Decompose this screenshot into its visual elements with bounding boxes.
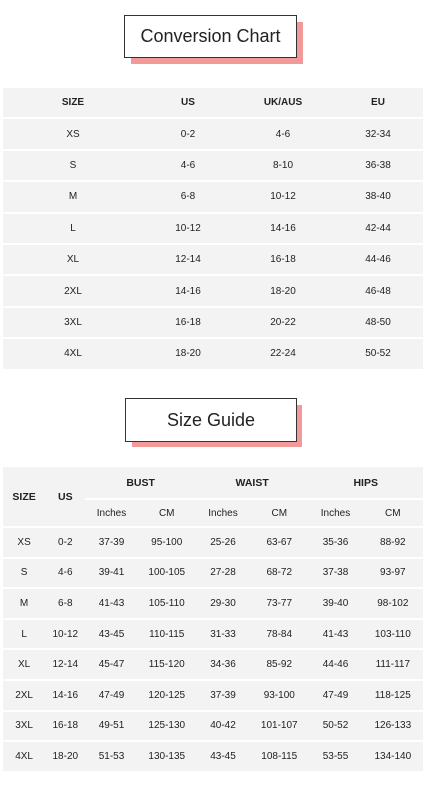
cell-waist-inches: 31-33 <box>196 620 250 649</box>
size-guide-table <box>3 465 423 773</box>
cell-uk-aus: 14-16 <box>233 214 333 243</box>
cell-bust-inches: 39-41 <box>85 559 137 588</box>
cell-hips-inches: 41-43 <box>308 620 362 649</box>
cell-eu: 46-48 <box>333 276 423 305</box>
table-row <box>3 276 423 305</box>
cell-bust-inches: 37-39 <box>85 528 137 557</box>
cell-us: 10-12 <box>45 620 85 649</box>
cell-eu: 36-38 <box>333 151 423 180</box>
cell-uk-aus: 10-12 <box>233 182 333 211</box>
cell-size: 3XL <box>3 308 143 337</box>
cell-uk-aus: 16-18 <box>233 245 333 274</box>
cell-us: 12-14 <box>143 245 233 274</box>
cell-size: M <box>3 589 45 618</box>
table-row <box>3 742 423 771</box>
cell-bust-cm: 120-125 <box>138 681 196 710</box>
col-header-us: US <box>45 467 85 526</box>
cell-size: L <box>3 620 45 649</box>
sub-header-bust-inches: Inches <box>85 500 137 526</box>
cell-uk-aus: 20-22 <box>233 308 333 337</box>
cell-waist-cm: 78-84 <box>250 620 308 649</box>
cell-bust-inches: 45-47 <box>85 650 137 679</box>
cell-size: XS <box>3 528 45 557</box>
cell-bust-inches: 41-43 <box>85 589 137 618</box>
cell-hips-cm: 88-92 <box>363 528 423 557</box>
guide-group-header-row <box>3 467 423 498</box>
cell-waist-cm: 63-67 <box>250 528 308 557</box>
cell-eu: 44-46 <box>333 245 423 274</box>
cell-bust-cm: 100-105 <box>138 559 196 588</box>
cell-eu: 48-50 <box>333 308 423 337</box>
table-row <box>3 712 423 741</box>
cell-us: 10-12 <box>143 214 233 243</box>
cell-us: 18-20 <box>45 742 85 771</box>
cell-hips-cm: 103-110 <box>363 620 423 649</box>
cell-hips-inches: 39-40 <box>308 589 362 618</box>
cell-waist-inches: 40-42 <box>196 712 250 741</box>
cell-bust-inches: 51-53 <box>85 742 137 771</box>
sub-header-waist-inches: Inches <box>196 500 250 526</box>
cell-uk-aus: 22-24 <box>233 339 333 368</box>
table-row <box>3 245 423 274</box>
conversion-chart-title: Conversion Chart <box>124 15 297 58</box>
col-header-size: SIZE <box>3 88 143 117</box>
table-row <box>3 182 423 211</box>
cell-eu: 32-34 <box>333 119 423 148</box>
cell-us: 12-14 <box>45 650 85 679</box>
cell-waist-inches: 34-36 <box>196 650 250 679</box>
cell-hips-inches: 35-36 <box>308 528 362 557</box>
table-row <box>3 559 423 588</box>
table-row <box>3 650 423 679</box>
cell-us: 16-18 <box>45 712 85 741</box>
cell-uk-aus: 4-6 <box>233 119 333 148</box>
cell-hips-cm: 111-117 <box>363 650 423 679</box>
cell-us: 18-20 <box>143 339 233 368</box>
cell-size: 4XL <box>3 339 143 368</box>
cell-eu: 38-40 <box>333 182 423 211</box>
cell-size: S <box>3 151 143 180</box>
cell-uk-aus: 18-20 <box>233 276 333 305</box>
cell-size: 3XL <box>3 712 45 741</box>
cell-bust-cm: 105-110 <box>138 589 196 618</box>
cell-hips-inches: 44-46 <box>308 650 362 679</box>
cell-waist-inches: 43-45 <box>196 742 250 771</box>
cell-us: 4-6 <box>143 151 233 180</box>
table-row <box>3 151 423 180</box>
size-guide-title: Size Guide <box>125 398 297 442</box>
sub-header-hips-inches: Inches <box>308 500 362 526</box>
cell-size: 2XL <box>3 276 143 305</box>
cell-size: M <box>3 182 143 211</box>
cell-hips-cm: 118-125 <box>363 681 423 710</box>
cell-size: XL <box>3 245 143 274</box>
col-header-us: US <box>143 88 233 117</box>
cell-bust-cm: 115-120 <box>138 650 196 679</box>
cell-bust-cm: 125-130 <box>138 712 196 741</box>
cell-us: 14-16 <box>143 276 233 305</box>
col-header-uk-aus: UK/AUS <box>233 88 333 117</box>
table-row <box>3 528 423 557</box>
cell-size: S <box>3 559 45 588</box>
cell-waist-cm: 73-77 <box>250 589 308 618</box>
cell-us: 4-6 <box>45 559 85 588</box>
cell-hips-cm: 126-133 <box>363 712 423 741</box>
cell-us: 0-2 <box>45 528 85 557</box>
cell-us: 0-2 <box>143 119 233 148</box>
cell-us: 6-8 <box>143 182 233 211</box>
cell-hips-cm: 134-140 <box>363 742 423 771</box>
conversion-header-row <box>3 88 423 117</box>
col-header-size: SIZE <box>3 467 45 526</box>
cell-waist-inches: 25-26 <box>196 528 250 557</box>
cell-waist-inches: 27-28 <box>196 559 250 588</box>
cell-size: 4XL <box>3 742 45 771</box>
cell-waist-inches: 29-30 <box>196 589 250 618</box>
cell-hips-cm: 93-97 <box>363 559 423 588</box>
cell-bust-cm: 130-135 <box>138 742 196 771</box>
cell-eu: 42-44 <box>333 214 423 243</box>
cell-hips-inches: 37-38 <box>308 559 362 588</box>
cell-waist-inches: 37-39 <box>196 681 250 710</box>
cell-waist-cm: 68-72 <box>250 559 308 588</box>
col-header-eu: EU <box>333 88 423 117</box>
cell-size: L <box>3 214 143 243</box>
cell-uk-aus: 8-10 <box>233 151 333 180</box>
cell-waist-cm: 93-100 <box>250 681 308 710</box>
cell-waist-cm: 108-115 <box>250 742 308 771</box>
sub-header-waist-cm: CM <box>250 500 308 526</box>
cell-eu: 50-52 <box>333 339 423 368</box>
cell-bust-inches: 43-45 <box>85 620 137 649</box>
sub-header-bust-cm: CM <box>138 500 196 526</box>
cell-waist-cm: 85-92 <box>250 650 308 679</box>
table-row <box>3 339 423 368</box>
table-row <box>3 681 423 710</box>
cell-us: 14-16 <box>45 681 85 710</box>
table-row <box>3 119 423 148</box>
cell-bust-inches: 49-51 <box>85 712 137 741</box>
cell-hips-inches: 50-52 <box>308 712 362 741</box>
cell-bust-cm: 95-100 <box>138 528 196 557</box>
group-header-hips: HIPS <box>308 467 423 498</box>
cell-hips-cm: 98-102 <box>363 589 423 618</box>
conversion-table <box>3 86 423 371</box>
cell-us: 6-8 <box>45 589 85 618</box>
cell-size: XL <box>3 650 45 679</box>
cell-waist-cm: 101-107 <box>250 712 308 741</box>
table-row <box>3 589 423 618</box>
cell-size: 2XL <box>3 681 45 710</box>
cell-size: XS <box>3 119 143 148</box>
cell-bust-cm: 110-115 <box>138 620 196 649</box>
sub-header-hips-cm: CM <box>363 500 423 526</box>
cell-bust-inches: 47-49 <box>85 681 137 710</box>
cell-hips-inches: 53-55 <box>308 742 362 771</box>
table-row <box>3 308 423 337</box>
table-row <box>3 620 423 649</box>
group-header-bust: BUST <box>85 467 196 498</box>
cell-us: 16-18 <box>143 308 233 337</box>
group-header-waist: WAIST <box>196 467 309 498</box>
table-row <box>3 214 423 243</box>
cell-hips-inches: 47-49 <box>308 681 362 710</box>
